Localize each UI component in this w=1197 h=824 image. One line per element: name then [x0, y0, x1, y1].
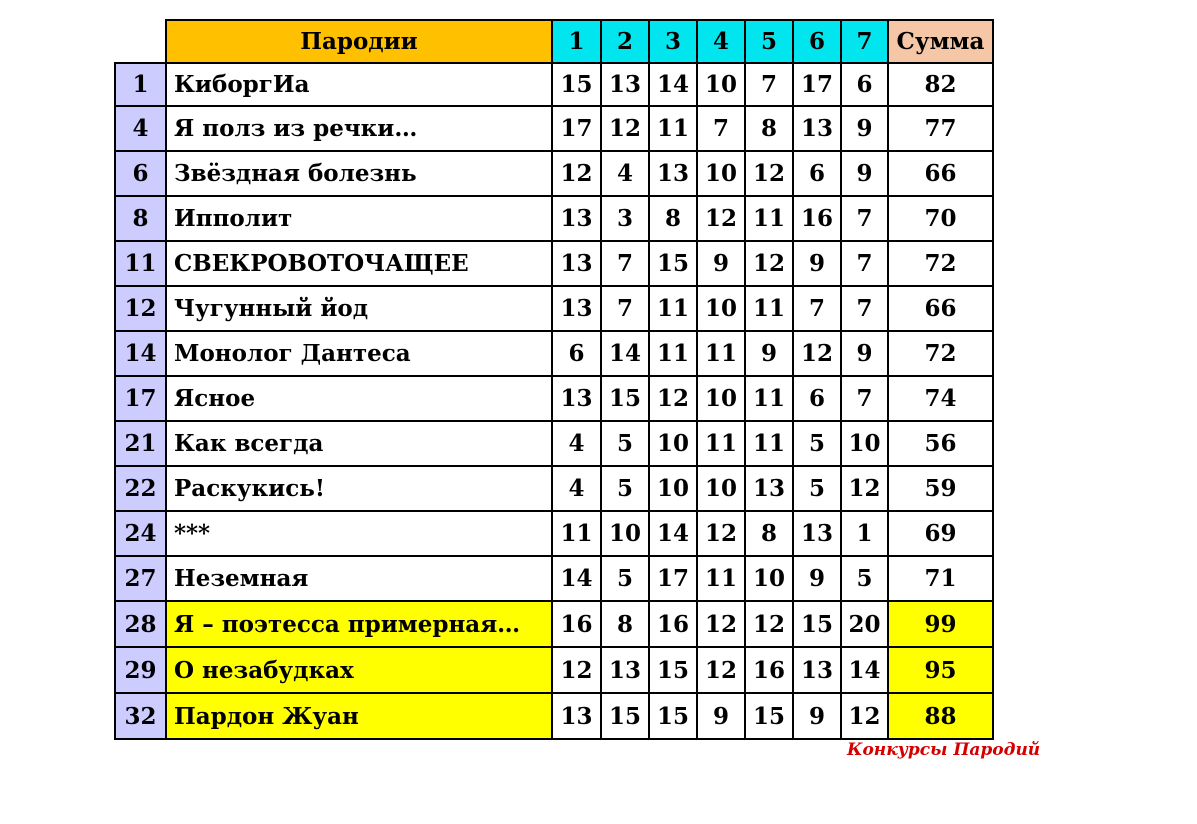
score-judge-2: 13	[601, 63, 649, 106]
table-row	[115, 421, 993, 466]
score-judge-1: 13	[552, 196, 601, 241]
judge-header-6: 6	[793, 20, 841, 63]
score-judge-7: 1	[841, 511, 888, 556]
score-judge-2: 4	[601, 151, 649, 196]
score-judge-1: 16	[552, 601, 601, 647]
score-judge-4: 10	[697, 63, 745, 106]
score-judge-4: 12	[697, 601, 745, 647]
score-judge-1: 17	[552, 106, 601, 151]
score-judge-4: 12	[697, 511, 745, 556]
judge-header-3: 3	[649, 20, 697, 63]
entry-title: Монолог Дантеса	[166, 331, 552, 376]
score-judge-5: 7	[745, 63, 793, 106]
entry-number: 21	[115, 421, 166, 466]
score-judge-2: 7	[601, 241, 649, 286]
score-judge-1: 13	[552, 286, 601, 331]
score-judge-3: 11	[649, 331, 697, 376]
entry-sum: 71	[888, 556, 993, 601]
entry-sum: 72	[888, 241, 993, 286]
entry-sum: 99	[888, 601, 993, 647]
score-judge-6: 17	[793, 63, 841, 106]
score-judge-4: 9	[697, 693, 745, 739]
entry-sum: 66	[888, 151, 993, 196]
entry-number: 6	[115, 151, 166, 196]
score-judge-1: 6	[552, 331, 601, 376]
score-judge-4: 10	[697, 286, 745, 331]
score-judge-7: 12	[841, 466, 888, 511]
score-judge-6: 13	[793, 647, 841, 693]
score-judge-3: 10	[649, 466, 697, 511]
score-judge-5: 12	[745, 241, 793, 286]
entry-title: СВЕКРОВОТОЧАЩЕЕ	[166, 241, 552, 286]
score-judge-2: 5	[601, 421, 649, 466]
table-row	[115, 601, 993, 647]
entry-sum: 74	[888, 376, 993, 421]
table-row	[115, 196, 993, 241]
score-judge-3: 17	[649, 556, 697, 601]
score-judge-6: 13	[793, 511, 841, 556]
score-judge-2: 13	[601, 647, 649, 693]
entry-sum: 69	[888, 511, 993, 556]
score-judge-3: 11	[649, 106, 697, 151]
score-judge-1: 14	[552, 556, 601, 601]
entry-number: 29	[115, 647, 166, 693]
score-judge-5: 8	[745, 106, 793, 151]
score-judge-7: 10	[841, 421, 888, 466]
score-judge-5: 11	[745, 376, 793, 421]
score-judge-4: 11	[697, 331, 745, 376]
entry-title: О незабудках	[166, 647, 552, 693]
entry-title: ***	[166, 511, 552, 556]
entry-number: 32	[115, 693, 166, 739]
judge-header-7: 7	[841, 20, 888, 63]
table-row	[115, 286, 993, 331]
score-judge-2: 5	[601, 466, 649, 511]
entry-number: 12	[115, 286, 166, 331]
entry-title: Неземная	[166, 556, 552, 601]
score-judge-6: 12	[793, 331, 841, 376]
judge-header-1: 1	[552, 20, 601, 63]
entry-number: 27	[115, 556, 166, 601]
sum-header: Сумма	[888, 20, 993, 63]
judge-header-5: 5	[745, 20, 793, 63]
entry-sum: 72	[888, 331, 993, 376]
score-judge-7: 7	[841, 286, 888, 331]
score-judge-5: 8	[745, 511, 793, 556]
score-judge-6: 5	[793, 466, 841, 511]
score-judge-4: 11	[697, 556, 745, 601]
entry-sum: 95	[888, 647, 993, 693]
score-judge-6: 6	[793, 376, 841, 421]
score-judge-2: 7	[601, 286, 649, 331]
table-row	[115, 63, 993, 106]
score-judge-6: 15	[793, 601, 841, 647]
score-judge-7: 6	[841, 63, 888, 106]
score-judge-4: 10	[697, 376, 745, 421]
score-judge-5: 11	[745, 286, 793, 331]
score-judge-4: 9	[697, 241, 745, 286]
table-row	[115, 241, 993, 286]
score-judge-3: 13	[649, 151, 697, 196]
score-judge-6: 13	[793, 106, 841, 151]
score-judge-5: 10	[745, 556, 793, 601]
score-judge-7: 20	[841, 601, 888, 647]
score-judge-2: 3	[601, 196, 649, 241]
score-judge-6: 9	[793, 241, 841, 286]
score-judge-7: 9	[841, 151, 888, 196]
score-judge-6: 16	[793, 196, 841, 241]
entry-title: Звёздная болезнь	[166, 151, 552, 196]
header-corner	[115, 20, 166, 63]
table-row	[115, 331, 993, 376]
entry-sum: 56	[888, 421, 993, 466]
table-row	[115, 647, 993, 693]
entry-title: Чугунный йод	[166, 286, 552, 331]
score-judge-5: 12	[745, 151, 793, 196]
entry-title: Я – поэтесса примерная…	[166, 601, 552, 647]
score-judge-7: 9	[841, 106, 888, 151]
table-row	[115, 556, 993, 601]
entry-sum: 59	[888, 466, 993, 511]
score-judge-4: 11	[697, 421, 745, 466]
score-judge-5: 15	[745, 693, 793, 739]
score-judge-6: 9	[793, 693, 841, 739]
entry-sum: 88	[888, 693, 993, 739]
entry-number: 1	[115, 63, 166, 106]
score-judge-1: 13	[552, 376, 601, 421]
score-judge-2: 5	[601, 556, 649, 601]
score-judge-2: 10	[601, 511, 649, 556]
score-judge-2: 12	[601, 106, 649, 151]
entry-number: 24	[115, 511, 166, 556]
score-judge-3: 10	[649, 421, 697, 466]
header-row	[115, 20, 993, 63]
entry-title: Как всегда	[166, 421, 552, 466]
entry-title: Я полз из речки…	[166, 106, 552, 151]
score-judge-2: 15	[601, 693, 649, 739]
entry-number: 28	[115, 601, 166, 647]
entry-title: КиборгИа	[166, 63, 552, 106]
table-row	[115, 693, 993, 739]
score-judge-7: 12	[841, 693, 888, 739]
score-judge-3: 8	[649, 196, 697, 241]
score-judge-2: 15	[601, 376, 649, 421]
score-judge-4: 7	[697, 106, 745, 151]
score-judge-7: 7	[841, 241, 888, 286]
entry-sum: 66	[888, 286, 993, 331]
entry-number: 17	[115, 376, 166, 421]
table-row	[115, 466, 993, 511]
score-judge-1: 4	[552, 421, 601, 466]
entry-sum: 70	[888, 196, 993, 241]
score-judge-5: 9	[745, 331, 793, 376]
entry-number: 22	[115, 466, 166, 511]
table-row	[115, 106, 993, 151]
score-judge-5: 16	[745, 647, 793, 693]
entry-number: 11	[115, 241, 166, 286]
score-table	[114, 19, 994, 740]
entry-title: Раскукись!	[166, 466, 552, 511]
score-judge-4: 12	[697, 647, 745, 693]
score-judge-7: 7	[841, 376, 888, 421]
table-row	[115, 511, 993, 556]
score-judge-3: 14	[649, 511, 697, 556]
score-judge-1: 15	[552, 63, 601, 106]
score-judge-1: 11	[552, 511, 601, 556]
score-judge-4: 12	[697, 196, 745, 241]
score-judge-7: 14	[841, 647, 888, 693]
entry-title: Ясное	[166, 376, 552, 421]
entry-sum: 82	[888, 63, 993, 106]
parodies-header: Пародии	[166, 20, 552, 63]
score-judge-5: 11	[745, 421, 793, 466]
score-judge-1: 4	[552, 466, 601, 511]
score-judge-6: 5	[793, 421, 841, 466]
entry-number: 4	[115, 106, 166, 151]
entry-number: 14	[115, 331, 166, 376]
score-judge-2: 8	[601, 601, 649, 647]
score-judge-3: 15	[649, 241, 697, 286]
score-judge-3: 15	[649, 647, 697, 693]
score-judge-4: 10	[697, 151, 745, 196]
score-judge-5: 11	[745, 196, 793, 241]
score-judge-3: 16	[649, 601, 697, 647]
score-judge-5: 12	[745, 601, 793, 647]
score-judge-5: 13	[745, 466, 793, 511]
score-judge-1: 12	[552, 151, 601, 196]
score-judge-7: 9	[841, 331, 888, 376]
table-row	[115, 376, 993, 421]
score-judge-6: 6	[793, 151, 841, 196]
score-judge-7: 5	[841, 556, 888, 601]
score-judge-7: 7	[841, 196, 888, 241]
score-judge-6: 9	[793, 556, 841, 601]
score-judge-3: 12	[649, 376, 697, 421]
judge-header-2: 2	[601, 20, 649, 63]
entry-sum: 77	[888, 106, 993, 151]
score-judge-1: 12	[552, 647, 601, 693]
score-judge-2: 14	[601, 331, 649, 376]
score-judge-1: 13	[552, 241, 601, 286]
score-judge-6: 7	[793, 286, 841, 331]
score-judge-3: 11	[649, 286, 697, 331]
score-judge-4: 10	[697, 466, 745, 511]
table-row	[115, 151, 993, 196]
entry-title: Ипполит	[166, 196, 552, 241]
contest-brand-caption: Конкурсы Пародий	[847, 740, 1041, 760]
judge-header-4: 4	[697, 20, 745, 63]
entry-title: Пардон Жуан	[166, 693, 552, 739]
score-judge-1: 13	[552, 693, 601, 739]
score-judge-3: 14	[649, 63, 697, 106]
score-judge-3: 15	[649, 693, 697, 739]
entry-number: 8	[115, 196, 166, 241]
